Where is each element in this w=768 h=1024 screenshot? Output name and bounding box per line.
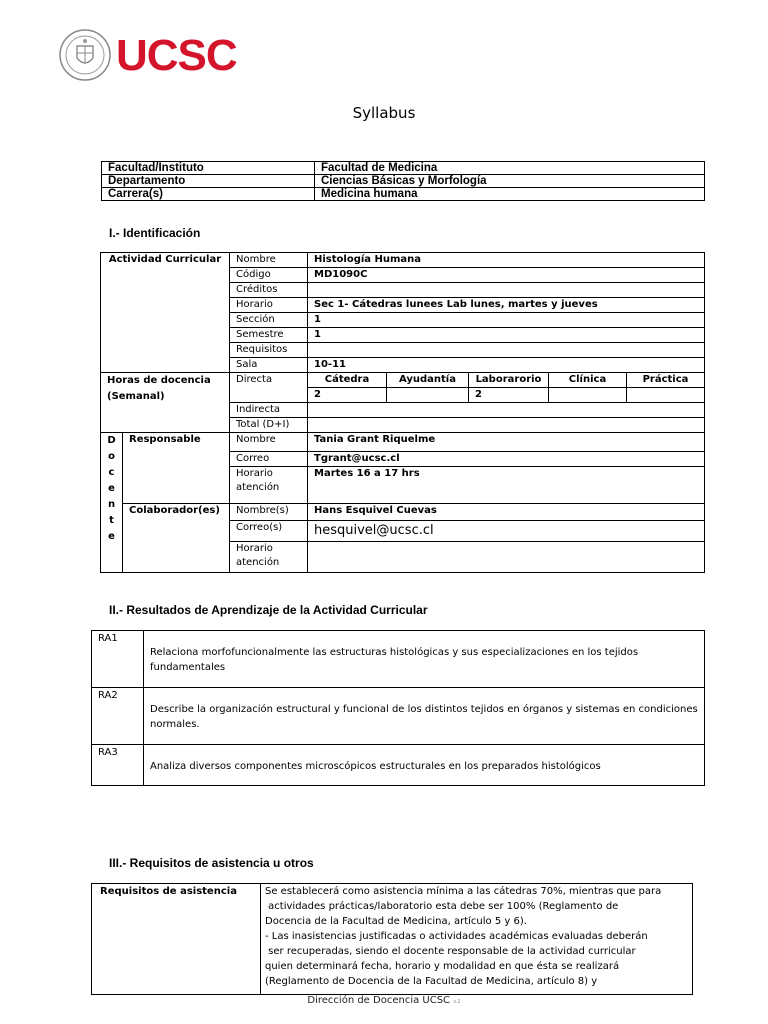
table-row [92,745,705,786]
colaborador-label: Colaborador(es) [123,504,230,573]
section-heading-resultados: II.- Resultados de Aprendizaje de la Actividad Curricular [109,603,428,617]
attendance-line: (Reglamento de Docencia de la Facultad de Medicina, artículo 8) y [265,976,598,987]
field-label: Nombre [230,433,308,452]
hours-header: Clínica [549,373,627,388]
field-label: Nombre [230,253,308,268]
field-value [308,343,705,358]
outcome-code: RA1 [92,631,144,688]
attendance-line: - Las inasistencias justificadas o actividades académicas evaluadas deberán [265,931,648,942]
attendance-line: actividades prácticas/laboratorio esta debe ser 100% (Reglamento de [265,901,619,912]
table-row [102,188,705,201]
hours-value [387,388,469,403]
hours-value: 2 [469,388,549,403]
footer-text: Dirección de Docencia UCSC [307,995,451,1006]
table-row [102,162,705,175]
field-value: Sec 1- Cátedras lunees Lab lunes, martes y jueves [308,298,705,313]
page-footer [0,995,768,1006]
outcome-code: RA2 [92,688,144,745]
activity-label: Actividad Curricular [101,253,230,373]
field-label: Correo(s) [230,521,308,542]
docente-letter: n [107,499,116,510]
field-label: Código [230,268,308,283]
docente-letter: D [107,435,116,446]
colaborador-hours [308,542,705,573]
field-label: Requisitos [230,343,308,358]
attendance-text [261,884,693,995]
outcome-code: RA3 [92,745,144,786]
info-label: Carrera(s) [102,188,315,201]
attendance-table [91,883,693,995]
hours-value [627,388,705,403]
faculty-info-table [101,161,705,201]
field-label: Correo [230,452,308,467]
hours-header: Práctica [627,373,705,388]
info-label: Facultad/Instituto [102,162,315,175]
responsable-hours: Martes 16 a 17 hrs [308,467,705,504]
field-value: 1 [308,313,705,328]
docente-vertical-label [101,433,123,573]
info-value: Medicina humana [315,188,705,201]
identification-table [100,252,705,573]
outcome-text: Analiza diversos componentes microscópicos estructurales en los preparados histológicos [144,745,705,786]
hours-value [549,388,627,403]
field-label: Créditos [230,283,308,298]
field-label: Horario atención [230,467,308,504]
hours-header: Laborarorio [469,373,549,388]
attendance-line: Se establecerá como asistencia mínima a las cátedras 70%, mientras que para [265,886,662,897]
table-row [92,688,705,745]
field-value: 1 [308,328,705,343]
table-row [92,631,705,688]
document-title: Syllabus [352,104,416,122]
table-row [102,175,705,188]
outcome-text: Describe la organización estructural y funcional de los distintos tejidos en órganos y sistemas en condiciones normales. [144,688,705,745]
field-value: MD1090C [308,268,705,283]
field-label: Horario [230,298,308,313]
field-label: Horario atención [230,542,308,573]
footer-version: v.2 [453,999,461,1005]
learning-outcomes-table [91,630,705,786]
total-label: Total (D+I) [230,418,308,433]
outcome-text: Relaciona morfofuncionalmente las estructuras histológicas y sus especializaciones en los tejidos fundamentales [144,631,705,688]
ucsc-logo: UCSC [116,31,237,80]
info-value: Ciencias Básicas y Morfología [315,175,705,188]
university-seal-icon [58,28,112,82]
table-row [92,884,693,995]
responsable-email: Tgrant@ucsc.cl [308,452,705,467]
horas-docencia-label: Horas de docencia (Semanal) [101,373,230,433]
directa-label: Directa [230,373,308,403]
field-value: Histología Humana [308,253,705,268]
attendance-line: Docencia de la Facultad de Medicina, artículo 5 y 6). [265,916,527,927]
attendance-line: ser recuperadas, siendo el docente responsable de la actividad curricular [265,946,636,957]
docente-letter: e [108,531,115,542]
total-value [308,418,705,433]
indirecta-label: Indirecta [230,403,308,418]
docente-letter: t [109,515,114,526]
docente-letter: e [108,483,115,494]
section-heading-asistencia: III.- Requisitos de asistencia u otros [109,856,314,870]
indirecta-value [308,403,705,418]
field-label: Sala [230,358,308,373]
attendance-label: Requisitos de asistencia [92,884,261,995]
field-label: Nombre(s) [230,504,308,521]
responsable-label: Responsable [123,433,230,504]
responsable-name: Tania Grant Riquelme [308,433,705,452]
docente-letter: o [108,451,115,462]
hours-header: Ayudantía [387,373,469,388]
hours-value: 2 [308,388,387,403]
hours-header: Cátedra [308,373,387,388]
section-heading-identificacion: I.- Identificación [109,226,201,240]
field-label: Sección [230,313,308,328]
docente-letter: c [108,467,115,478]
field-label: Semestre [230,328,308,343]
colaborador-email: hesquivel@ucsc.cl [308,521,705,542]
colaborador-name: Hans Esquivel Cuevas [308,504,705,521]
attendance-line: quien determinará fecha, horario y modalidad en que ésta se realizará [265,961,620,972]
field-value: 10-11 [308,358,705,373]
info-label: Departamento [102,175,315,188]
field-value [308,283,705,298]
info-value: Facultad de Medicina [315,162,705,175]
